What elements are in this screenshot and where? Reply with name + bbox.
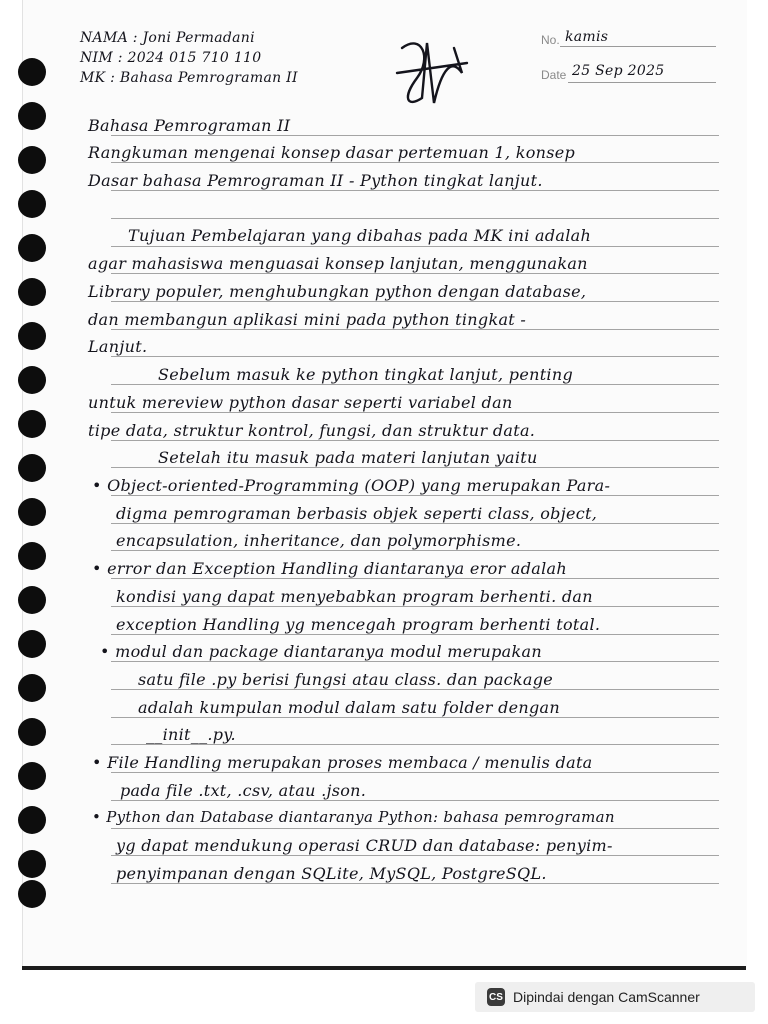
signature: [392, 28, 472, 114]
text-line: kondisi yang dapat menyebabkan program berhenti. dan: [116, 587, 593, 606]
ruled-line: [111, 412, 719, 413]
text-line: satu file .py berisi fungsi atau class. dan package: [138, 670, 554, 689]
ruled-line: [111, 634, 719, 635]
course-name: MK : Bahasa Pemrograman II: [80, 70, 298, 86]
ruled-line: [111, 828, 719, 829]
binder-hole: [18, 278, 46, 306]
text-line: digma pemrograman berbasis objek seperti class, object,: [116, 504, 598, 523]
date-label: Date: [541, 68, 567, 82]
text-line: Sebelum masuk ke python tingkat lanjut, penting: [158, 365, 573, 384]
page-edge-shadow: [22, 966, 746, 970]
ruled-line: [111, 772, 719, 773]
ruled-line: [111, 606, 719, 607]
text-line: Dasar bahasa Pemrograman II - Python tingkat lanjut.: [88, 171, 543, 190]
text-line: penyimpanan dengan SQLite, MySQL, PostgreSQL.: [116, 864, 547, 883]
bullet-item-error: • error dan Exception Handling diantaranya eror adalah: [92, 559, 567, 578]
ruled-line: [111, 717, 719, 718]
binder-hole: [18, 322, 46, 350]
section-title: Bahasa Pemrograman II: [88, 116, 291, 135]
bullet-item-modul: • modul dan package diantaranya modul merupakan: [100, 642, 542, 661]
binder-hole: [18, 806, 46, 834]
binder-hole: [18, 234, 46, 262]
binder-hole: [18, 454, 46, 482]
ruled-line: [111, 744, 719, 745]
camscanner-text: Dipindai dengan CamScanner: [513, 989, 700, 1005]
bullet-item-oop: • Object-oriented-Programming (OOP) yang merupakan Para-: [92, 476, 610, 495]
ruled-line: [111, 550, 719, 551]
text-line: tipe data, struktur kontrol, fungsi, dan struktur data.: [88, 421, 536, 440]
text-line: dan membangun aplikasi mini pada python tingkat -: [88, 310, 527, 329]
text-line: pada file .txt, .csv, atau .json.: [120, 781, 367, 800]
ruled-line: [111, 883, 719, 884]
no-value: kamis: [565, 29, 609, 45]
no-label: No.: [541, 33, 560, 47]
ruled-line: [111, 855, 719, 856]
no-field-line: [560, 46, 716, 47]
ruled-line: [111, 800, 719, 801]
text-line: untuk mereview python dasar seperti variabel dan: [88, 393, 513, 412]
binder-hole: [18, 850, 46, 878]
text-line: Lanjut.: [88, 337, 148, 356]
text-line: __init__.py.: [146, 725, 236, 744]
binder-hole: [18, 630, 46, 658]
binder-hole: [18, 762, 46, 790]
text-line: Setelah itu masuk pada materi lanjutan yaitu: [158, 448, 538, 467]
ruled-line: [111, 246, 719, 247]
text-line: Library populer, menghubungkan python dengan database,: [88, 282, 587, 301]
ruled-line: [111, 384, 719, 385]
ruled-line: [111, 301, 719, 302]
ruled-line: [111, 356, 719, 357]
binder-hole: [18, 880, 46, 908]
text-line: exception Handling yg mencegah program berhenti total.: [116, 615, 601, 634]
binder-hole: [18, 542, 46, 570]
ruled-line: [111, 135, 719, 136]
binder-hole: [18, 58, 46, 86]
bullet-item-database: • Python dan Database diantaranya Python: bahasa pemrograman: [92, 808, 615, 826]
ruled-line: [111, 661, 719, 662]
binder-hole: [18, 190, 46, 218]
text-line: yg dapat mendukung operasi CRUD dan database: penyim-: [116, 836, 613, 855]
student-name: NAMA : Joni Permadani: [80, 30, 255, 46]
bullet-item-file: • File Handling merupakan proses membaca / menulis data: [92, 753, 593, 772]
binder-hole: [18, 366, 46, 394]
text-line: encapsulation, inheritance, dan polymorphisme.: [116, 531, 522, 550]
text-line: Tujuan Pembelajaran yang dibahas pada MK ini adalah: [128, 226, 592, 245]
ruled-line: [111, 218, 719, 219]
binder-hole: [18, 146, 46, 174]
ruled-line: [111, 578, 719, 579]
text-line: Rangkuman mengenai konsep dasar pertemuan 1, konsep: [88, 143, 576, 162]
ruled-line: [111, 440, 719, 441]
binder-hole: [18, 410, 46, 438]
ruled-line: [111, 273, 719, 274]
ruled-line: [111, 523, 719, 524]
binder-hole: [18, 586, 46, 614]
student-id: NIM : 2024 015 710 110: [80, 50, 262, 66]
binder-hole: [18, 718, 46, 746]
date-field-line: [568, 82, 716, 83]
text-line: agar mahasiswa menguasai konsep lanjutan, menggunakan: [88, 254, 588, 273]
date-value: 25 Sep 2025: [572, 63, 665, 79]
ruled-line: [111, 162, 719, 163]
text-line: adalah kumpulan modul dalam satu folder dengan: [138, 698, 560, 717]
ruled-line: [111, 689, 719, 690]
binder-hole: [18, 102, 46, 130]
ruled-line: [111, 467, 719, 468]
binder-hole: [18, 674, 46, 702]
ruled-line: [111, 329, 719, 330]
binder-hole: [18, 498, 46, 526]
camscanner-logo-icon: CS: [487, 988, 505, 1006]
ruled-line: [111, 495, 719, 496]
ruled-line: [111, 190, 719, 191]
camscanner-watermark: [475, 982, 755, 1012]
